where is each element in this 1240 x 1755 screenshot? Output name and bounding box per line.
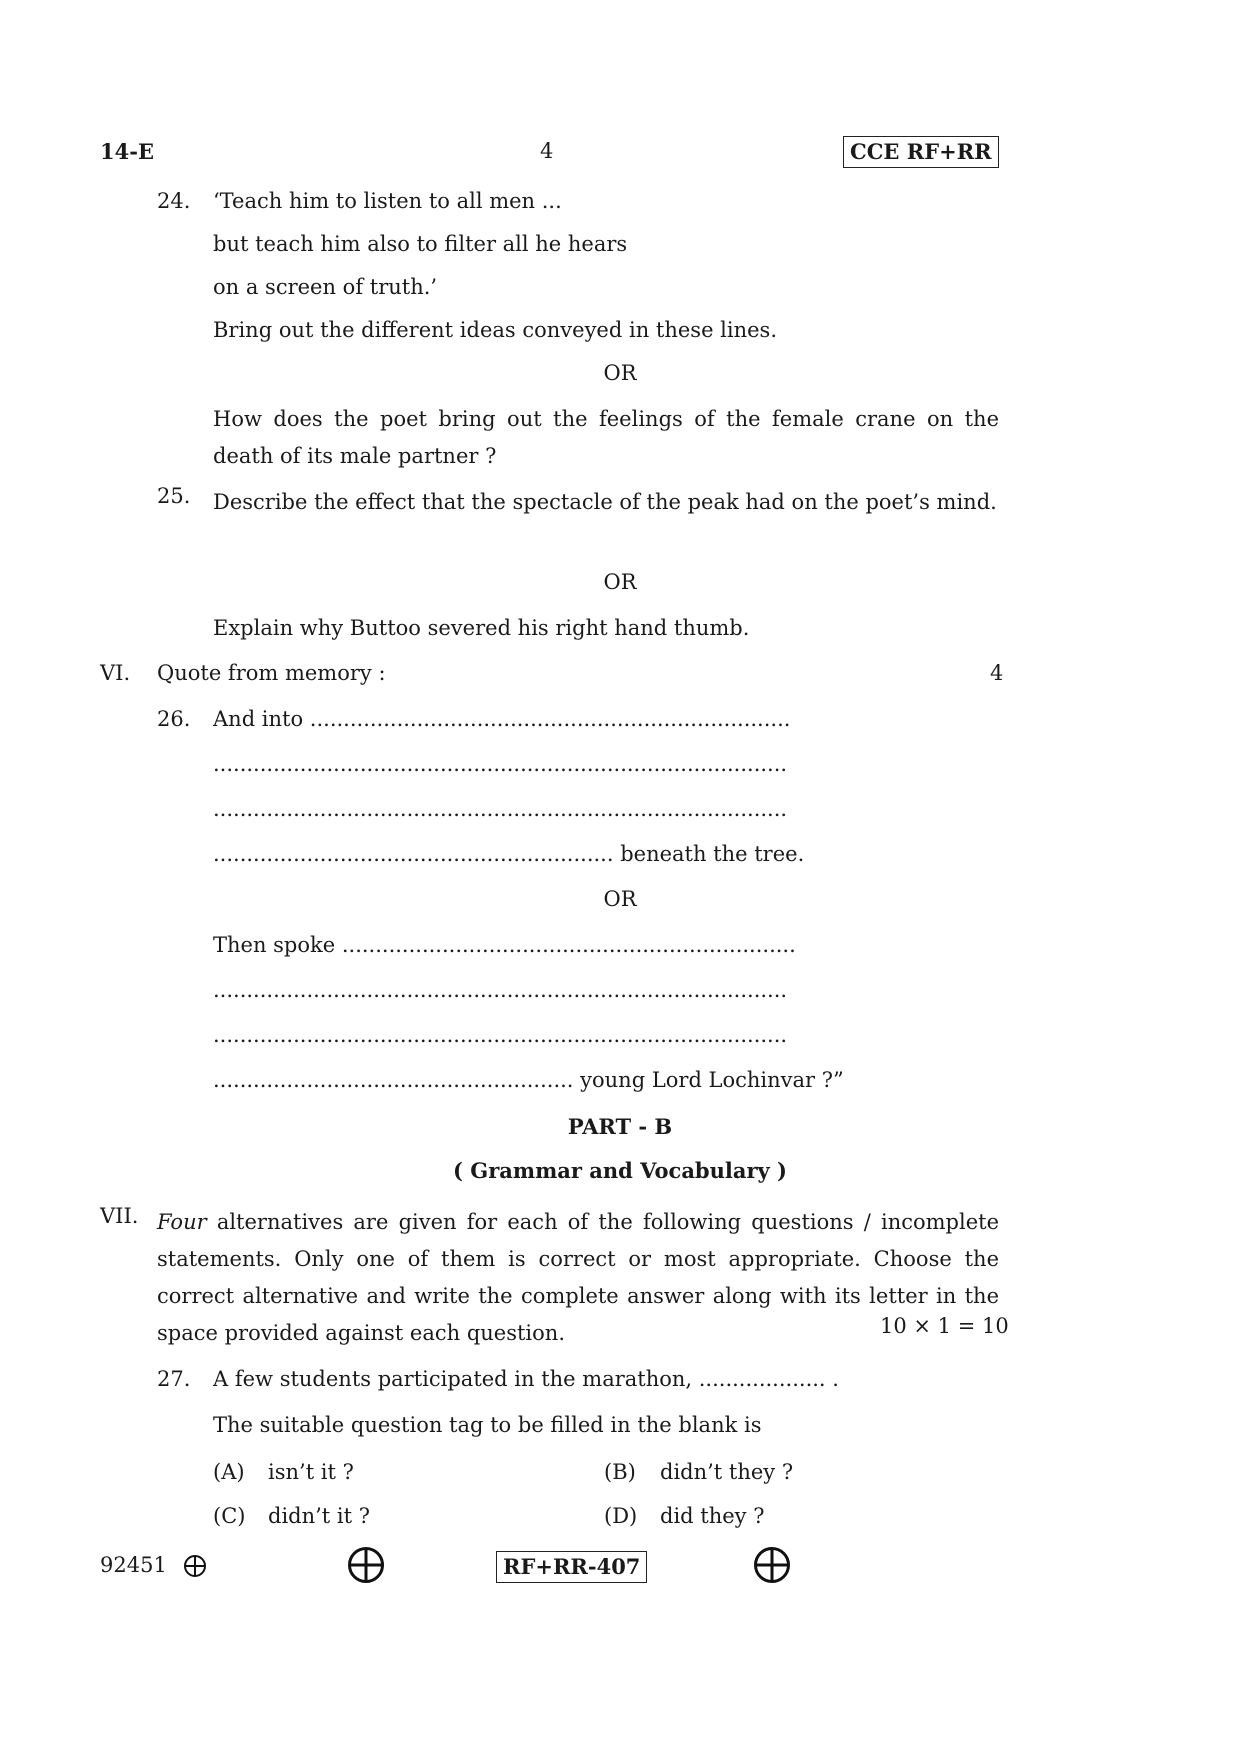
question-prompt: The suitable question tag to be filled in the blank is [213, 1413, 762, 1437]
poem-line: ‘Teach him to listen to all men ... [213, 189, 562, 213]
option-text: isn’t it ? [268, 1460, 354, 1484]
part-subheading: ( Grammar and Vocabulary ) [453, 1158, 787, 1183]
registration-mark-icon [347, 1546, 385, 1584]
poem-line: but teach him also to filter all he hears [213, 232, 628, 256]
or-separator: OR [603, 361, 637, 385]
registration-mark-icon [183, 1554, 207, 1578]
paper-code-box: CCE RF+RR [843, 136, 999, 168]
quote-line: ...................................................................................... [213, 978, 788, 1002]
option-letter: (B) [604, 1460, 636, 1484]
section-title: Quote from memory : [157, 661, 386, 685]
quote-line: ...................................................... young Lord Lochinvar ?” [213, 1068, 844, 1092]
instruction-text: alternatives are given for each of the following questions / incomplete statements. Only one of them is correct or most appropriate. Choose the correct alternative and write the complete answer along with its letter in the space provided against each question. [157, 1210, 999, 1345]
quote-line: Then spoke .................................................................... [213, 933, 796, 957]
section-numeral: VII. [100, 1204, 139, 1228]
footer-code-box: RF+RR-407 [496, 1551, 647, 1583]
quote-line: ...................................................................................... [213, 752, 788, 776]
serial-number: 92451 [100, 1553, 167, 1577]
question-number: 25. [157, 484, 191, 508]
section-instructions [157, 1204, 999, 1352]
paper-code-left: 14-E [100, 139, 154, 164]
option-text: didn’t they ? [660, 1460, 794, 1484]
section-marks: 10 × 1 = 10 [880, 1314, 1009, 1338]
part-heading: PART - B [567, 1114, 673, 1139]
section-marks: 4 [990, 661, 1004, 685]
question-number: 27. [157, 1367, 191, 1391]
or-separator: OR [603, 887, 637, 911]
option-text: didn’t it ? [268, 1504, 371, 1528]
option-text: did they ? [660, 1504, 765, 1528]
emphasis-word: Four [157, 1210, 207, 1234]
section-numeral: VI. [100, 661, 131, 685]
quote-line: ............................................................ beneath the tree. [213, 842, 805, 866]
registration-mark-icon [753, 1546, 791, 1584]
quote-line: And into ........................................................................ [213, 707, 791, 731]
page-number: 4 [540, 139, 554, 163]
question-alt-text: How does the poet bring out the feelings of the female crane on the death of its male partner ? [213, 407, 999, 468]
question-text: A few students participated in the marathon, ................... . [213, 1367, 839, 1391]
option-letter: (A) [213, 1460, 245, 1484]
question-number: 24. [157, 189, 191, 213]
question-prompt: Bring out the different ideas conveyed in these lines. [213, 318, 778, 342]
option-letter: (D) [604, 1504, 638, 1528]
or-separator: OR [603, 570, 637, 594]
question-alt-text: Explain why Buttoo severed his right hand thumb. [213, 616, 750, 640]
quote-line: ...................................................................................... [213, 1023, 788, 1047]
question-number: 26. [157, 707, 191, 731]
poem-line: on a screen of truth.’ [213, 275, 438, 299]
question-text: Describe the effect that the spectacle of the peak had on the poet’s mind. [213, 490, 997, 514]
quote-line: ...................................................................................... [213, 797, 788, 821]
option-letter: (C) [213, 1504, 246, 1528]
